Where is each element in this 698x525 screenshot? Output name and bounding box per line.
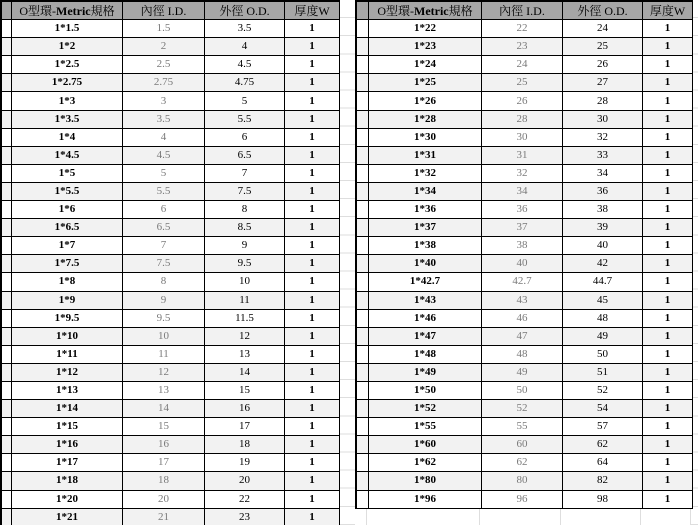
thickness-cell[interactable]: 1 [643, 418, 693, 436]
row-spacer-cell[interactable] [2, 436, 12, 454]
thickness-cell[interactable]: 1 [285, 472, 340, 490]
thickness-cell[interactable]: 1 [643, 328, 693, 346]
row-spacer-cell[interactable] [2, 183, 12, 201]
outer-diameter-cell[interactable]: 57 [563, 418, 643, 436]
row-spacer-cell[interactable] [357, 491, 369, 509]
inner-diameter-cell[interactable]: 96 [482, 491, 563, 509]
spec-cell[interactable]: 1*5 [12, 165, 123, 183]
inner-diameter-cell[interactable]: 7 [123, 237, 205, 255]
inner-diameter-cell[interactable]: 14 [123, 400, 205, 418]
row-spacer-cell[interactable] [2, 56, 12, 74]
inner-diameter-cell[interactable]: 26 [482, 92, 563, 110]
inner-diameter-cell[interactable]: 12 [123, 364, 205, 382]
header-spec-prefix: O型環- [377, 3, 414, 18]
inner-diameter-cell[interactable]: 22 [482, 20, 563, 38]
inner-diameter-cell[interactable]: 10 [123, 328, 205, 346]
thickness-cell[interactable]: 1 [285, 129, 340, 147]
header-inner-diameter[interactable]: 內徑 I.D. [123, 2, 205, 20]
spec-cell[interactable]: 1*38 [369, 237, 482, 255]
thickness-cell[interactable]: 1 [285, 454, 340, 472]
inner-diameter-cell[interactable]: 3.5 [123, 111, 205, 129]
row-spacer-cell[interactable] [2, 219, 12, 237]
outer-diameter-cell[interactable]: 22 [205, 491, 285, 509]
thickness-cell[interactable]: 1 [285, 273, 340, 291]
row-spacer-cell[interactable] [2, 111, 12, 129]
spec-cell[interactable]: 1*31 [369, 147, 482, 165]
outer-diameter-cell[interactable]: 7 [205, 165, 285, 183]
row-spacer-cell[interactable] [357, 472, 369, 490]
spec-cell[interactable]: 1*17 [12, 454, 123, 472]
thickness-cell[interactable]: 1 [285, 346, 340, 364]
outer-diameter-cell[interactable]: 15 [205, 382, 285, 400]
outer-diameter-cell[interactable]: 19 [205, 454, 285, 472]
inner-diameter-cell[interactable]: 34 [482, 183, 563, 201]
thickness-cell[interactable]: 1 [643, 201, 693, 219]
outer-diameter-cell[interactable]: 20 [205, 472, 285, 490]
spec-cell[interactable]: 1*2.5 [12, 56, 123, 74]
spec-cell[interactable]: 1*15 [12, 418, 123, 436]
row-spacer-cell[interactable] [2, 20, 12, 38]
thickness-cell[interactable]: 1 [285, 201, 340, 219]
outer-diameter-cell[interactable]: 62 [563, 436, 643, 454]
inner-diameter-cell[interactable]: 24 [482, 56, 563, 74]
thickness-cell[interactable]: 1 [643, 436, 693, 454]
spec-cell[interactable]: 1*62 [369, 454, 482, 472]
row-spacer-cell[interactable] [2, 491, 12, 509]
inner-diameter-cell[interactable]: 6 [123, 201, 205, 219]
inner-diameter-cell[interactable]: 18 [123, 472, 205, 490]
spec-cell[interactable]: 1*11 [12, 346, 123, 364]
thickness-cell[interactable]: 1 [285, 92, 340, 110]
thickness-cell[interactable]: 1 [285, 400, 340, 418]
outer-diameter-cell[interactable]: 5 [205, 92, 285, 110]
row-spacer-cell[interactable] [357, 273, 369, 291]
thickness-cell[interactable]: 1 [643, 310, 693, 328]
thickness-cell[interactable]: 1 [285, 183, 340, 201]
inner-diameter-cell[interactable]: 23 [482, 38, 563, 56]
thickness-cell[interactable]: 1 [643, 255, 693, 273]
inner-diameter-cell[interactable]: 62 [482, 454, 563, 472]
inner-diameter-cell[interactable]: 28 [482, 111, 563, 129]
row-spacer-cell[interactable] [2, 38, 12, 56]
thickness-cell[interactable]: 1 [643, 364, 693, 382]
header-outer-diameter[interactable]: 外徑 O.D. [563, 2, 643, 20]
row-spacer-cell[interactable] [2, 201, 12, 219]
header-spec-suffix: 規格 [448, 3, 473, 18]
thickness-cell[interactable]: 1 [643, 74, 693, 92]
spec-cell[interactable]: 1*50 [369, 382, 482, 400]
header-spacer-cell[interactable] [2, 2, 12, 20]
thickness-cell[interactable]: 1 [285, 310, 340, 328]
inner-diameter-cell[interactable]: 9.5 [123, 310, 205, 328]
row-spacer-cell[interactable] [357, 418, 369, 436]
row-spacer-cell[interactable] [2, 509, 12, 525]
inner-diameter-cell[interactable]: 5.5 [123, 183, 205, 201]
row-spacer-cell[interactable] [357, 237, 369, 255]
spec-cell[interactable]: 1*4.5 [12, 147, 123, 165]
spec-cell[interactable]: 1*52 [369, 400, 482, 418]
inner-diameter-cell[interactable]: 50 [482, 382, 563, 400]
row-spacer-cell[interactable] [2, 346, 12, 364]
spec-cell[interactable]: 1*10 [12, 328, 123, 346]
thickness-cell[interactable]: 1 [643, 273, 693, 291]
outer-diameter-cell[interactable]: 51 [563, 364, 643, 382]
thickness-cell[interactable]: 1 [643, 38, 693, 56]
inner-diameter-cell[interactable]: 47 [482, 328, 563, 346]
thickness-cell[interactable]: 1 [643, 292, 693, 310]
inner-diameter-cell[interactable]: 60 [482, 436, 563, 454]
thickness-cell[interactable]: 1 [643, 20, 693, 38]
inner-diameter-cell[interactable]: 17 [123, 454, 205, 472]
outer-diameter-cell[interactable]: 3.5 [205, 20, 285, 38]
thickness-cell[interactable]: 1 [643, 219, 693, 237]
thickness-cell[interactable]: 1 [643, 165, 693, 183]
outer-diameter-cell[interactable]: 54 [563, 400, 643, 418]
outer-diameter-cell[interactable]: 12 [205, 328, 285, 346]
spec-cell[interactable]: 1*25 [369, 74, 482, 92]
thickness-cell[interactable]: 1 [643, 237, 693, 255]
spec-cell[interactable]: 1*6.5 [12, 219, 123, 237]
outer-diameter-cell[interactable]: 13 [205, 346, 285, 364]
header-spec[interactable] [369, 2, 482, 20]
spec-cell[interactable]: 1*49 [369, 364, 482, 382]
spec-cell[interactable]: 1*43 [369, 292, 482, 310]
spec-cell[interactable]: 1*37 [369, 219, 482, 237]
outer-diameter-cell[interactable]: 17 [205, 418, 285, 436]
spec-cell[interactable]: 1*1.5 [12, 20, 123, 38]
thickness-cell[interactable]: 1 [643, 346, 693, 364]
inner-diameter-cell[interactable]: 4.5 [123, 147, 205, 165]
row-spacer-cell[interactable] [2, 237, 12, 255]
thickness-cell[interactable]: 1 [643, 382, 693, 400]
outer-diameter-cell[interactable]: 25 [563, 38, 643, 56]
inner-diameter-cell[interactable]: 8 [123, 273, 205, 291]
row-spacer-cell[interactable] [357, 74, 369, 92]
row-spacer-cell[interactable] [2, 129, 12, 147]
row-spacer-cell[interactable] [357, 382, 369, 400]
inner-diameter-cell[interactable]: 25 [482, 74, 563, 92]
row-spacer-cell[interactable] [357, 165, 369, 183]
outer-diameter-cell[interactable]: 49 [563, 328, 643, 346]
row-spacer-cell[interactable] [2, 382, 12, 400]
inner-diameter-cell[interactable]: 42.7 [482, 273, 563, 291]
outer-diameter-cell[interactable]: 7.5 [205, 183, 285, 201]
inner-diameter-cell[interactable]: 2.5 [123, 56, 205, 74]
empty-cell[interactable] [355, 509, 367, 525]
thickness-cell[interactable]: 1 [285, 418, 340, 436]
inner-diameter-cell[interactable]: 4 [123, 129, 205, 147]
row-spacer-cell[interactable] [357, 328, 369, 346]
thickness-cell[interactable]: 1 [643, 129, 693, 147]
empty-cell[interactable] [561, 509, 641, 525]
outer-diameter-cell[interactable]: 26 [563, 56, 643, 74]
outer-diameter-cell[interactable]: 48 [563, 310, 643, 328]
outer-diameter-cell[interactable]: 23 [205, 509, 285, 525]
inner-diameter-cell[interactable]: 48 [482, 346, 563, 364]
outer-diameter-cell[interactable]: 27 [563, 74, 643, 92]
header-outer-diameter[interactable]: 外徑 O.D. [205, 2, 285, 20]
spec-cell[interactable]: 1*24 [369, 56, 482, 74]
spec-cell[interactable]: 1*48 [369, 346, 482, 364]
thickness-cell[interactable]: 1 [643, 56, 693, 74]
outer-diameter-cell[interactable]: 18 [205, 436, 285, 454]
row-spacer-cell[interactable] [2, 400, 12, 418]
outer-diameter-cell[interactable]: 98 [563, 491, 643, 509]
empty-sheet-row [355, 509, 691, 525]
inner-diameter-cell[interactable]: 11 [123, 346, 205, 364]
spec-cell[interactable]: 1*13 [12, 382, 123, 400]
row-spacer-cell[interactable] [357, 400, 369, 418]
row-spacer-cell[interactable] [2, 310, 12, 328]
row-spacer-cell[interactable] [357, 111, 369, 129]
row-spacer-cell[interactable] [2, 255, 12, 273]
outer-diameter-cell[interactable]: 50 [563, 346, 643, 364]
row-spacer-cell[interactable] [2, 273, 12, 291]
thickness-cell[interactable]: 1 [643, 400, 693, 418]
row-spacer-cell[interactable] [2, 147, 12, 165]
outer-diameter-cell[interactable]: 33 [563, 147, 643, 165]
thickness-cell[interactable]: 1 [285, 382, 340, 400]
spec-cell[interactable]: 1*42.7 [369, 273, 482, 291]
outer-diameter-cell[interactable]: 4.5 [205, 56, 285, 74]
thickness-cell[interactable]: 1 [285, 491, 340, 509]
inner-diameter-cell[interactable]: 21 [123, 509, 205, 525]
row-spacer-cell[interactable] [2, 364, 12, 382]
inner-diameter-cell[interactable]: 36 [482, 201, 563, 219]
spec-cell[interactable]: 1*46 [369, 310, 482, 328]
outer-diameter-cell[interactable]: 64 [563, 454, 643, 472]
outer-diameter-cell[interactable]: 6.5 [205, 147, 285, 165]
row-spacer-cell[interactable] [357, 364, 369, 382]
thickness-cell[interactable]: 1 [285, 364, 340, 382]
row-spacer-cell[interactable] [357, 92, 369, 110]
inner-diameter-cell[interactable]: 30 [482, 129, 563, 147]
outer-diameter-cell[interactable]: 45 [563, 292, 643, 310]
row-spacer-cell[interactable] [357, 201, 369, 219]
row-spacer-cell[interactable] [357, 183, 369, 201]
outer-diameter-cell[interactable]: 36 [563, 183, 643, 201]
inner-diameter-cell[interactable]: 37 [482, 219, 563, 237]
thickness-cell[interactable]: 1 [285, 509, 340, 525]
thickness-cell[interactable]: 1 [285, 292, 340, 310]
thickness-cell[interactable]: 1 [643, 111, 693, 129]
row-spacer-cell[interactable] [357, 20, 369, 38]
thickness-cell[interactable]: 1 [285, 165, 340, 183]
inner-diameter-cell[interactable]: 80 [482, 472, 563, 490]
outer-diameter-cell[interactable]: 82 [563, 472, 643, 490]
header-spacer-cell[interactable] [357, 2, 369, 20]
thickness-cell[interactable]: 1 [285, 255, 340, 273]
outer-diameter-cell[interactable]: 5.5 [205, 111, 285, 129]
inner-diameter-cell[interactable]: 31 [482, 147, 563, 165]
outer-diameter-cell[interactable]: 4 [205, 38, 285, 56]
inner-diameter-cell[interactable]: 13 [123, 382, 205, 400]
inner-diameter-cell[interactable]: 46 [482, 310, 563, 328]
thickness-cell[interactable]: 1 [643, 147, 693, 165]
thickness-cell[interactable]: 1 [643, 183, 693, 201]
spec-cell[interactable]: 1*40 [369, 255, 482, 273]
spec-cell[interactable]: 1*34 [369, 183, 482, 201]
header-spec-prefix: O型環- [19, 3, 56, 18]
inner-diameter-cell[interactable]: 1.5 [123, 20, 205, 38]
outer-diameter-cell[interactable]: 10 [205, 273, 285, 291]
inner-diameter-cell[interactable]: 2.75 [123, 74, 205, 92]
spec-cell[interactable]: 1*9 [12, 292, 123, 310]
oring-metric-table-left [0, 0, 340, 525]
spec-cell[interactable]: 1*22 [369, 20, 482, 38]
outer-diameter-cell[interactable]: 52 [563, 382, 643, 400]
spec-cell[interactable]: 1*3 [12, 92, 123, 110]
spec-cell[interactable]: 1*55 [369, 418, 482, 436]
inner-diameter-cell[interactable]: 40 [482, 255, 563, 273]
header-spec-metric: Metric [56, 3, 91, 18]
empty-cell[interactable] [367, 509, 480, 525]
row-spacer-cell[interactable] [357, 346, 369, 364]
outer-diameter-cell[interactable]: 11.5 [205, 310, 285, 328]
spec-cell[interactable]: 1*23 [369, 38, 482, 56]
row-spacer-cell[interactable] [357, 219, 369, 237]
row-spacer-cell[interactable] [357, 292, 369, 310]
outer-diameter-cell[interactable]: 30 [563, 111, 643, 129]
outer-diameter-cell[interactable]: 40 [563, 237, 643, 255]
outer-diameter-cell[interactable]: 4.75 [205, 74, 285, 92]
inner-diameter-cell[interactable]: 9 [123, 292, 205, 310]
header-spec-metric: Metric [414, 3, 449, 18]
outer-diameter-cell[interactable]: 28 [563, 92, 643, 110]
spec-cell[interactable]: 1*6 [12, 201, 123, 219]
inner-diameter-cell[interactable]: 3 [123, 92, 205, 110]
thickness-cell[interactable]: 1 [643, 454, 693, 472]
oring-metric-table-right [355, 0, 693, 509]
thickness-cell[interactable]: 1 [643, 92, 693, 110]
outer-diameter-cell[interactable]: 9 [205, 237, 285, 255]
thickness-cell[interactable]: 1 [285, 147, 340, 165]
spec-cell[interactable]: 1*16 [12, 436, 123, 454]
outer-diameter-cell[interactable]: 44.7 [563, 273, 643, 291]
inner-diameter-cell[interactable]: 32 [482, 165, 563, 183]
spec-cell[interactable]: 1*20 [12, 491, 123, 509]
thickness-cell[interactable]: 1 [643, 491, 693, 509]
inner-diameter-cell[interactable]: 2 [123, 38, 205, 56]
inner-diameter-cell[interactable]: 55 [482, 418, 563, 436]
outer-diameter-cell[interactable]: 11 [205, 292, 285, 310]
spec-cell[interactable]: 1*9.5 [12, 310, 123, 328]
outer-diameter-cell[interactable]: 6 [205, 129, 285, 147]
thickness-cell[interactable]: 1 [285, 111, 340, 129]
thickness-cell[interactable]: 1 [285, 56, 340, 74]
outer-diameter-cell[interactable]: 8 [205, 201, 285, 219]
header-inner-diameter[interactable]: 內徑 I.D. [482, 2, 563, 20]
row-spacer-cell[interactable] [357, 147, 369, 165]
outer-diameter-cell[interactable]: 9.5 [205, 255, 285, 273]
row-spacer-cell[interactable] [357, 310, 369, 328]
thickness-cell[interactable]: 1 [285, 219, 340, 237]
outer-diameter-cell[interactable]: 14 [205, 364, 285, 382]
spec-cell[interactable]: 1*14 [12, 400, 123, 418]
inner-diameter-cell[interactable]: 16 [123, 436, 205, 454]
spec-cell[interactable]: 1*7 [12, 237, 123, 255]
inner-diameter-cell[interactable]: 7.5 [123, 255, 205, 273]
empty-cell[interactable] [641, 509, 691, 525]
inner-diameter-cell[interactable]: 6.5 [123, 219, 205, 237]
row-spacer-cell[interactable] [2, 92, 12, 110]
spec-cell[interactable]: 1*47 [369, 328, 482, 346]
inner-diameter-cell[interactable]: 43 [482, 292, 563, 310]
row-spacer-cell[interactable] [357, 38, 369, 56]
spec-cell[interactable]: 1*8 [12, 273, 123, 291]
header-thickness[interactable]: 厚度W [285, 2, 340, 20]
outer-diameter-cell[interactable]: 8.5 [205, 219, 285, 237]
row-spacer-cell[interactable] [2, 418, 12, 436]
spec-cell[interactable]: 1*96 [369, 491, 482, 509]
row-spacer-cell[interactable] [357, 129, 369, 147]
row-spacer-cell[interactable] [357, 56, 369, 74]
outer-diameter-cell[interactable]: 34 [563, 165, 643, 183]
spec-cell[interactable]: 1*18 [12, 472, 123, 490]
thickness-cell[interactable]: 1 [285, 328, 340, 346]
spec-cell[interactable]: 1*36 [369, 201, 482, 219]
spec-cell[interactable]: 1*28 [369, 111, 482, 129]
header-spec-suffix: 規格 [90, 3, 115, 18]
spec-cell[interactable]: 1*12 [12, 364, 123, 382]
inner-diameter-cell[interactable]: 15 [123, 418, 205, 436]
row-spacer-cell[interactable] [2, 454, 12, 472]
row-spacer-cell[interactable] [357, 436, 369, 454]
outer-diameter-cell[interactable]: 38 [563, 201, 643, 219]
spec-cell[interactable]: 1*30 [369, 129, 482, 147]
spec-cell[interactable]: 1*5.5 [12, 183, 123, 201]
inner-diameter-cell[interactable]: 52 [482, 400, 563, 418]
spec-cell[interactable]: 1*21 [12, 509, 123, 525]
row-spacer-cell[interactable] [2, 292, 12, 310]
outer-diameter-cell[interactable]: 39 [563, 219, 643, 237]
header-thickness[interactable]: 厚度W [643, 2, 693, 20]
outer-diameter-cell[interactable]: 24 [563, 20, 643, 38]
thickness-cell[interactable]: 1 [285, 38, 340, 56]
inner-diameter-cell[interactable]: 49 [482, 364, 563, 382]
thickness-cell[interactable]: 1 [285, 436, 340, 454]
row-spacer-cell[interactable] [357, 454, 369, 472]
spec-cell[interactable]: 1*2 [12, 38, 123, 56]
outer-diameter-cell[interactable]: 42 [563, 255, 643, 273]
thickness-cell[interactable]: 1 [285, 237, 340, 255]
row-spacer-cell[interactable] [2, 165, 12, 183]
spec-cell[interactable]: 1*80 [369, 472, 482, 490]
spec-cell[interactable]: 1*2.75 [12, 74, 123, 92]
header-spec[interactable] [12, 2, 123, 20]
row-spacer-cell[interactable] [2, 472, 12, 490]
thickness-cell[interactable]: 1 [285, 74, 340, 92]
row-spacer-cell[interactable] [357, 255, 369, 273]
spec-cell[interactable]: 1*4 [12, 129, 123, 147]
inner-diameter-cell[interactable]: 20 [123, 491, 205, 509]
empty-cell[interactable] [480, 509, 561, 525]
spec-cell[interactable]: 1*32 [369, 165, 482, 183]
inner-diameter-cell[interactable]: 38 [482, 237, 563, 255]
row-spacer-cell[interactable] [2, 74, 12, 92]
spec-cell[interactable]: 1*3.5 [12, 111, 123, 129]
inner-diameter-cell[interactable]: 5 [123, 165, 205, 183]
thickness-cell[interactable]: 1 [643, 472, 693, 490]
row-spacer-cell[interactable] [2, 328, 12, 346]
thickness-cell[interactable]: 1 [285, 20, 340, 38]
spec-cell[interactable]: 1*7.5 [12, 255, 123, 273]
spec-cell[interactable]: 1*26 [369, 92, 482, 110]
outer-diameter-cell[interactable]: 32 [563, 129, 643, 147]
spec-cell[interactable]: 1*60 [369, 436, 482, 454]
outer-diameter-cell[interactable]: 16 [205, 400, 285, 418]
